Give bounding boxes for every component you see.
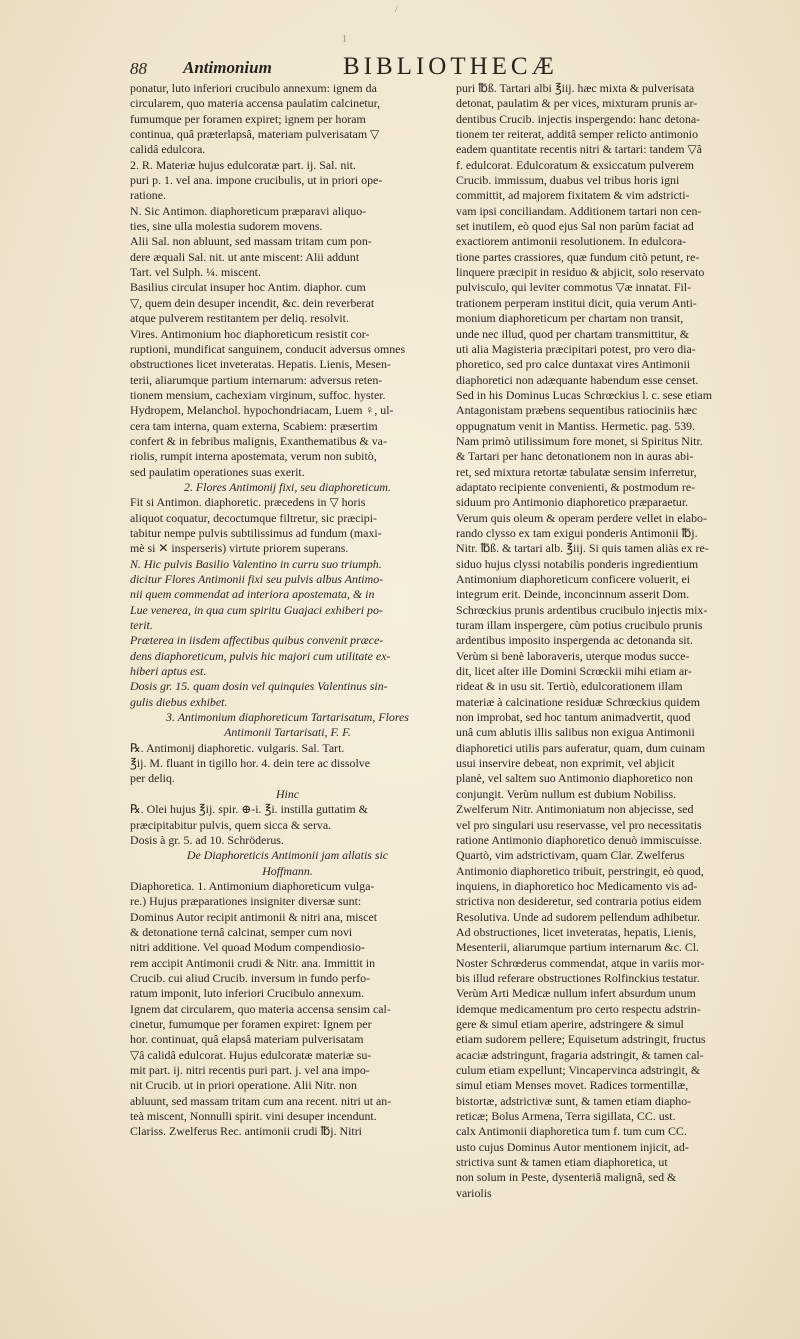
paragraph: N. Sic Antimon. diaphoreticum præparavi aliquo- ties, sine ulla molestia sudorem movens. [130,203,367,234]
series-title: BIBLIOTHECÆ [343,53,558,80]
page-mark-top: / [395,4,398,15]
left-column [130,81,445,1306]
paragraph: puri ℔ß. Tartari albi ℥iij. hæc mixta & pulverisata detonat, paulatim & per vices, mixturam prunis ar- dentibus Crucib. injectis inspergendo: hanc detona- tionem ter reiterat, additâ semper relicto antimonio eadem quantitate recentis nitri & tartari: tandem ▽â f. edulcorat. Edulcoratum & exsiccatum pulverem Crucib. immissum, duabus vel tribus horis igni committit, ad majorem fixitatem & vim adstricti- vam ipsi conciliandam. Additionem tartari non cen- set inutilem, eò quod ejus Sal non parùm faciat ad exactiorem antimonii resolutionem. In edulcora- tione partes crassiores, quæ fundum citò petunt, re- linquere præcipit in residuo & abjicit, solo reservato pulvisculo, qui leviter commotus ▽æ innatat. Fil- trationem perperam institui dicit, quia verum Anti- monium diaphoreticum per chartam non transit, unde nec illud, quod per chartam transmittitur, & uti alia Magisteria præcipitari potest, pro vero dia- phoretico, sed pro calce duntaxat vires Antimonii diaphoretici non adæquante habendum esse censet. Sed in his Dominus Lucas Schrœckius l. c. sese etiam Antagonistam præbens sequentibus ratiociniis hæc oppugnatum venit in Mantiss. Hermetic. pag. 539. Nam primò utilissimum fore monet, si Spiritus Nitr. & Tartari per hanc detonationem non in auras abi- ret, sed mixtura retortæ tabulatæ sensim inferretur, adaptato recipiente convenienti, & postmodum re- siduum pro Antimonio diaphoretico præparaetur. Verum quis oleum & operam perdere vellet in elabo- rando clysso ex tam exigui ponderis Antimonii ℔j. Nitr. ℔ß. & tartari alb. ℥iij. Si quis tamen aliàs ex re- siduo hujus clyssi notabilis ponderis ingredientium Antimonium diaphoreticum conficere voluerit, ei integrum erit. Deinde, inconcinnum asserit Dom. Schrœckius prunis ardentibus crucibulo injectis mix- turam illam inspergere, cùm potius crucibulo prunis ardentibus imposito inspergenda ac detonanda sit. Verùm si benè laboraveris, uterque modus succe- dit, licet alter ille Domini Scrœckii mihi etiam ar- rideat & in usu sit. Tertiò, edulcorationem illam materiæ à calcinatione residuæ Schrœckius quidem non improbat, sed hoc tantum animadvertit, quod unâ cum ablutis illis salibus non exigua Antimonii diaphoretici utilis pars auferatur, quam, dum cuinam usui inservire debeat, non exprimit, vel abjicit planè, vel saltem suo Antimonio diaphoretico non conjungit. Verùm nullum est dubium Nobiliss. Zwelferum Nitr. Antimoniatum non abjecisse, sed vel pro singulari usu reservasse, vel pro necessitatis ratione Antimonio diaphoretico denuò immiscuisse. Quartò, vim adstrictivam, quam Clar. Zwelferus Antimonio diaphoretico tribuit, perstringit, eò quod, inquiens, in diaphoretico hoc Medicamento vis ad- strictiva non desideretur, sed contraria potius eidem Resolutiva. Unde ad sudorem pellendum adhibetur. Ad obstructiones, licet inveteratas, hepatis, Lienis, Mesenterii, aliarumque partium internarum &c. Cl. Noster Schrœderus commendat, atque in variis mor- bis illud referare obstructiones Rolfinckius testatur. Verùm Arti Medicæ nullum infert absurdum unum idemque medicamentum pro certo respectu adstrin- gere & simul etiam aperire, adstringere & simul etiam sudorem pellere; Equisetum adstringit, fructus acaciæ adstringunt, fragaria adstringit, & tamen cal- culum etiam expellunt; Vincapervinca adstringit, & simul etiam Menses movet. Radices tormentillæ, bistortæ, adstrictivæ sunt, & tamen etiam diapho- reticæ; Bolus Armena, Terra sigillata, CC. ust. calx Antimonii diaphoretica tum f. tum cum CC. usto cujus Dominus Autor mentionem injicit, ad- strictiva sunt & tamen etiam diaphoretica, ut non solum in Peste, dysenteriâ malignâ, sed & variolis [456,81,712,1200]
paragraph: ponatur, luto inferiori crucibulo annexum: ignem da circularem, quo materia accensa paulatim calcinetur, fumumque per foramen expiret; ignem per horam continua, quâ præterlapsâ, materiam pulverisatam ▽ calidâ edulcora. [130,81,381,157]
section-heading: 3. Antimonium diaphoreticum Tartarisatum, Flores Antimonii Tartarisati, F. F. [166,710,409,740]
running-title: Antimonium [183,58,272,77]
section-heading: Hinc [275,786,300,801]
paragraph: N. Hic pulvis Basilio Valentino in curru suo triumph. dicitur Flores Antimonii fixi seu pulvis albus Antimo- nii quem commendat ad interiora apostemata, & in Lue venerea, in qua cum spiritu Guajaci exhiberi po- terit. [130,556,384,633]
paragraph: Alii Sal. non abluunt, sed massam tritam cum pon- dere æquali Sal. nit. ut ante miscent: Alii addunt Tart. vel Sulph. ¼. miscent. [130,234,372,280]
paragraph: Diaphoretica. 1. Antimonium diaphoreticum vulga- re.) Hujus præparationes insigniter diversæ sunt: Dominus Autor recipit antimonii & nitri ana, miscet & detonatione ternâ calcinat, semper cum novi nitri additione. Vel quoad Modum compendiosio- rem accipit Antimonii crudi & Nitr. ana. Immittit in Crucib. cui aliud Crucib. inversum in fundo perfo- ratum imponit, luto inferiori Crucibulo annexum. Ignem dat circularem, quo materia accensa sensim cal- cinetur, fumumque per foramen expiret: Ignem per hor. continuat, quâ elapsâ materiam pulverisatam ▽â calidâ edulcorat. Hujus edulcoratæ materiæ su- mit part. ij. nitri recentis puri part. j. vel ana impo- nit Crucib. ut in priori operatione. Alii Nitr. non abluunt, sed massam tritam cum ana recent. nitri ut an- teà miscent, Nonnulli spirit. vini desuper incendunt. Clariss. Zwelferus Rec. antimonii crudi ℔j. Nitri [130,878,392,1139]
paragraph: Dosis gr. 15. quam dosin vel quinquies Valentinus sin- gulis diebus exhibet. [130,679,388,709]
paragraph: ℞. Olei hujus ℥ij. spir. ⊕-i. ℥i. instilla guttatim & præcipitabitur pulvis, quem sicca & serva. [130,802,368,832]
paragraph: Præterea in iisdem affectibus quibus convenit præce- dens diaphoreticum, pulvis hic majori cum utilitate ex- hiberi aptus est. [130,633,391,679]
paragraph: Dosis à gr. 5. ad 10. Schröderus. [130,832,284,847]
section-heading: 2. Flores Antimonij fixi, seu diaphoreticum. [184,479,391,494]
page-header [0,55,800,83]
paragraph: Fit si Antimon. diaphoretic. præcedens in ▽ horis aliquot coquatur, decoctumque filtretur, sic præcipi- tabitur nempe pulvis subtilissimus ad fundum (maxi- mè si ✕ insperseris) virtute priorem superans. [130,495,382,556]
paragraph: Vires. Antimonium hoc diaphoreticum resistit cor- ruptioni, mundificat sanguinem, conducit adversus omnes obstructiones licet inveteratas. Hepatis. Lienis, Mesen- terii, aliarumque partium internarum: adversus reten- tionem mensium, cachexiam virginum, suffoc. hyster. Hydropem, Melanchol. hypochondriacam, Luem ♀, ul- cera tam interna, quam externa, Scabiem: præsertim confert & in febribus malignis, Exanthematibus & va- riolis, rumpit interna apostemata, verum non subitò, sed paulatim operationes suas exerit. [130,326,406,479]
paragraph: Basilius circulat insuper hoc Antim. diaphor. cum ▽, quem dein desuper incendit, &c. dein reverberat atque pulverem restitantem per deliq. resolvit. [130,280,375,326]
right-column [456,81,780,1317]
page-number: 88 [130,59,147,78]
paragraph: 2. R. Materiæ hujus edulcoratæ part. ij. Sal. nit. puri p. 1. vel ana. impone crucibulis, ut in priori ope- ratione. [130,157,383,203]
page-mark-middle: 1 [342,34,347,45]
section-heading: De Diaphoreticis Antimonii jam allatis sic Hoffmann. [186,848,389,878]
paragraph: ℞. Antimonij diaphoretic. vulgaris. Sal. Tart. ℥ij. M. fluant in tigillo hor. 4. dein tere ac dissolve per deliq. [130,740,371,786]
